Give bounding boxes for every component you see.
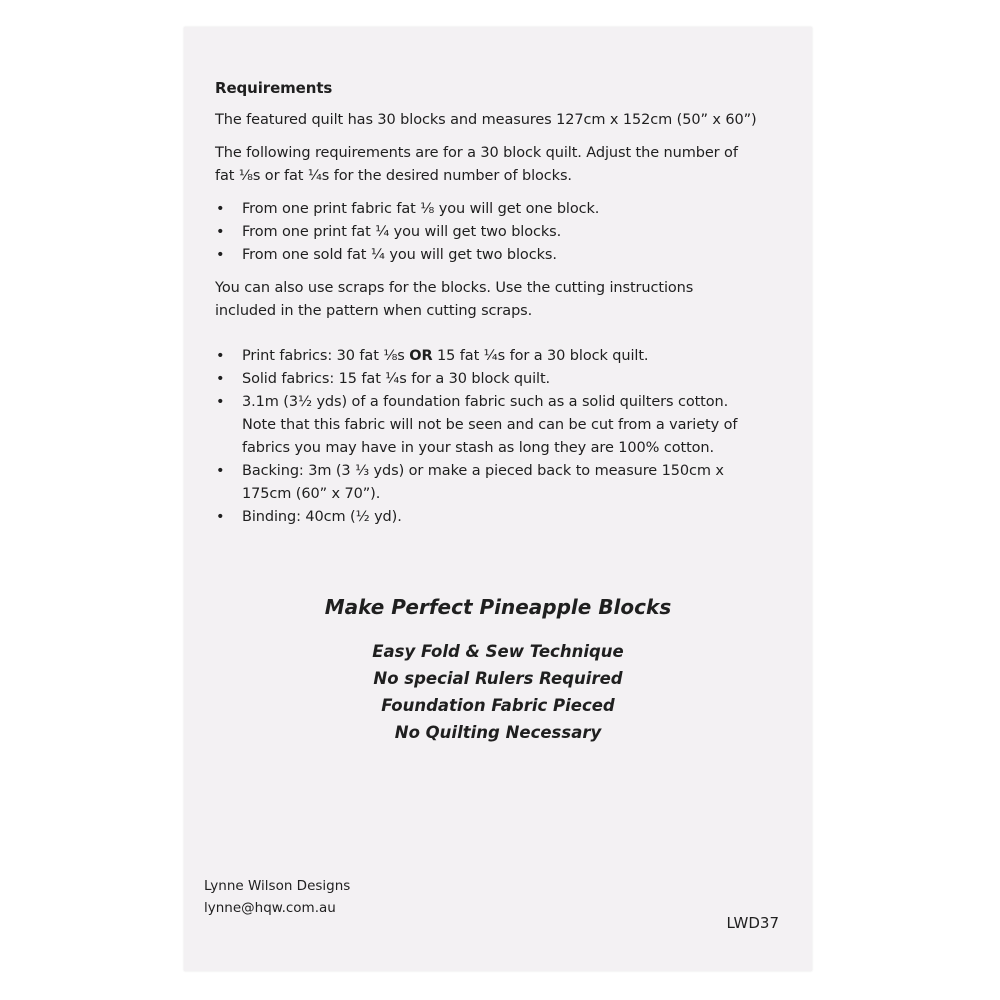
list-item: • From one sold fat ¼ you will get two blocks. <box>215 244 785 267</box>
yield-list <box>215 198 785 267</box>
designer-info <box>204 875 350 919</box>
list-item-solid-fabrics: • Solid fabrics: 15 fat ¼s for a 30 block quilt. <box>215 368 785 391</box>
promo-feature: No special Rulers Required <box>373 669 623 688</box>
promo-feature: Foundation Fabric Pieced <box>381 696 615 715</box>
pattern-code: LWD37 <box>726 914 779 932</box>
designer-email: lynne@hqw.com.au <box>204 900 336 916</box>
scraps-line-1: You can also use scraps for the blocks. Use the cutting instructions <box>215 280 694 296</box>
quilt-size-text: The featured quilt has 30 blocks and measures 127cm x 152cm (50” x 60”) <box>215 112 757 128</box>
pattern-back-card <box>184 27 812 971</box>
list-item-backing <box>215 460 785 506</box>
promo-title: Make Perfect Pineapple Blocks <box>324 595 672 619</box>
backing-line-1: Backing: 3m (3 ⅓ yds) or make a pieced back to measure 150cm x <box>242 463 724 479</box>
print-fabrics-or: OR <box>409 348 433 364</box>
print-fabrics-text-a: Print fabrics: 30 fat ⅛s <box>242 348 410 364</box>
promo-feature: No Quilting Necessary <box>394 723 602 742</box>
list-item-binding: • Binding: 40cm (½ yd). <box>215 506 785 529</box>
backing-line-2: 175cm (60” x 70”). <box>242 486 381 502</box>
requirements-heading: Requirements <box>215 79 333 97</box>
foundation-line-3: fabrics you may have in your stash as long they are 100% cotton. <box>242 440 715 456</box>
designer-name: Lynne Wilson Designs <box>204 878 351 894</box>
adjust-text <box>215 142 785 188</box>
adjust-line-1: The following requirements are for a 30 block quilt. Adjust the number of <box>215 145 738 161</box>
list-item-print-fabrics <box>215 345 785 368</box>
list-item: • From one print fat ¼ you will get two blocks. <box>215 221 785 244</box>
scraps-line-2: included in the pattern when cutting scraps. <box>215 303 533 319</box>
materials-list <box>215 345 785 529</box>
promo-feature: Easy Fold & Sew Technique <box>372 642 624 661</box>
list-item: • From one print fabric fat ⅛ you will get one block. <box>215 198 785 221</box>
adjust-line-2: fat ⅛s or fat ¼s for the desired number of blocks. <box>215 168 572 184</box>
scraps-text <box>215 277 785 323</box>
print-fabrics-text-b: 15 fat ¼s for a 30 block quilt. <box>432 348 649 364</box>
requirements-section <box>215 77 785 539</box>
list-item-foundation <box>215 391 785 460</box>
foundation-line-1: 3.1m (3½ yds) of a foundation fabric such as a solid quilters cotton. <box>242 394 729 410</box>
foundation-line-2: Note that this fabric will not be seen and can be cut from a variety of <box>242 417 738 433</box>
